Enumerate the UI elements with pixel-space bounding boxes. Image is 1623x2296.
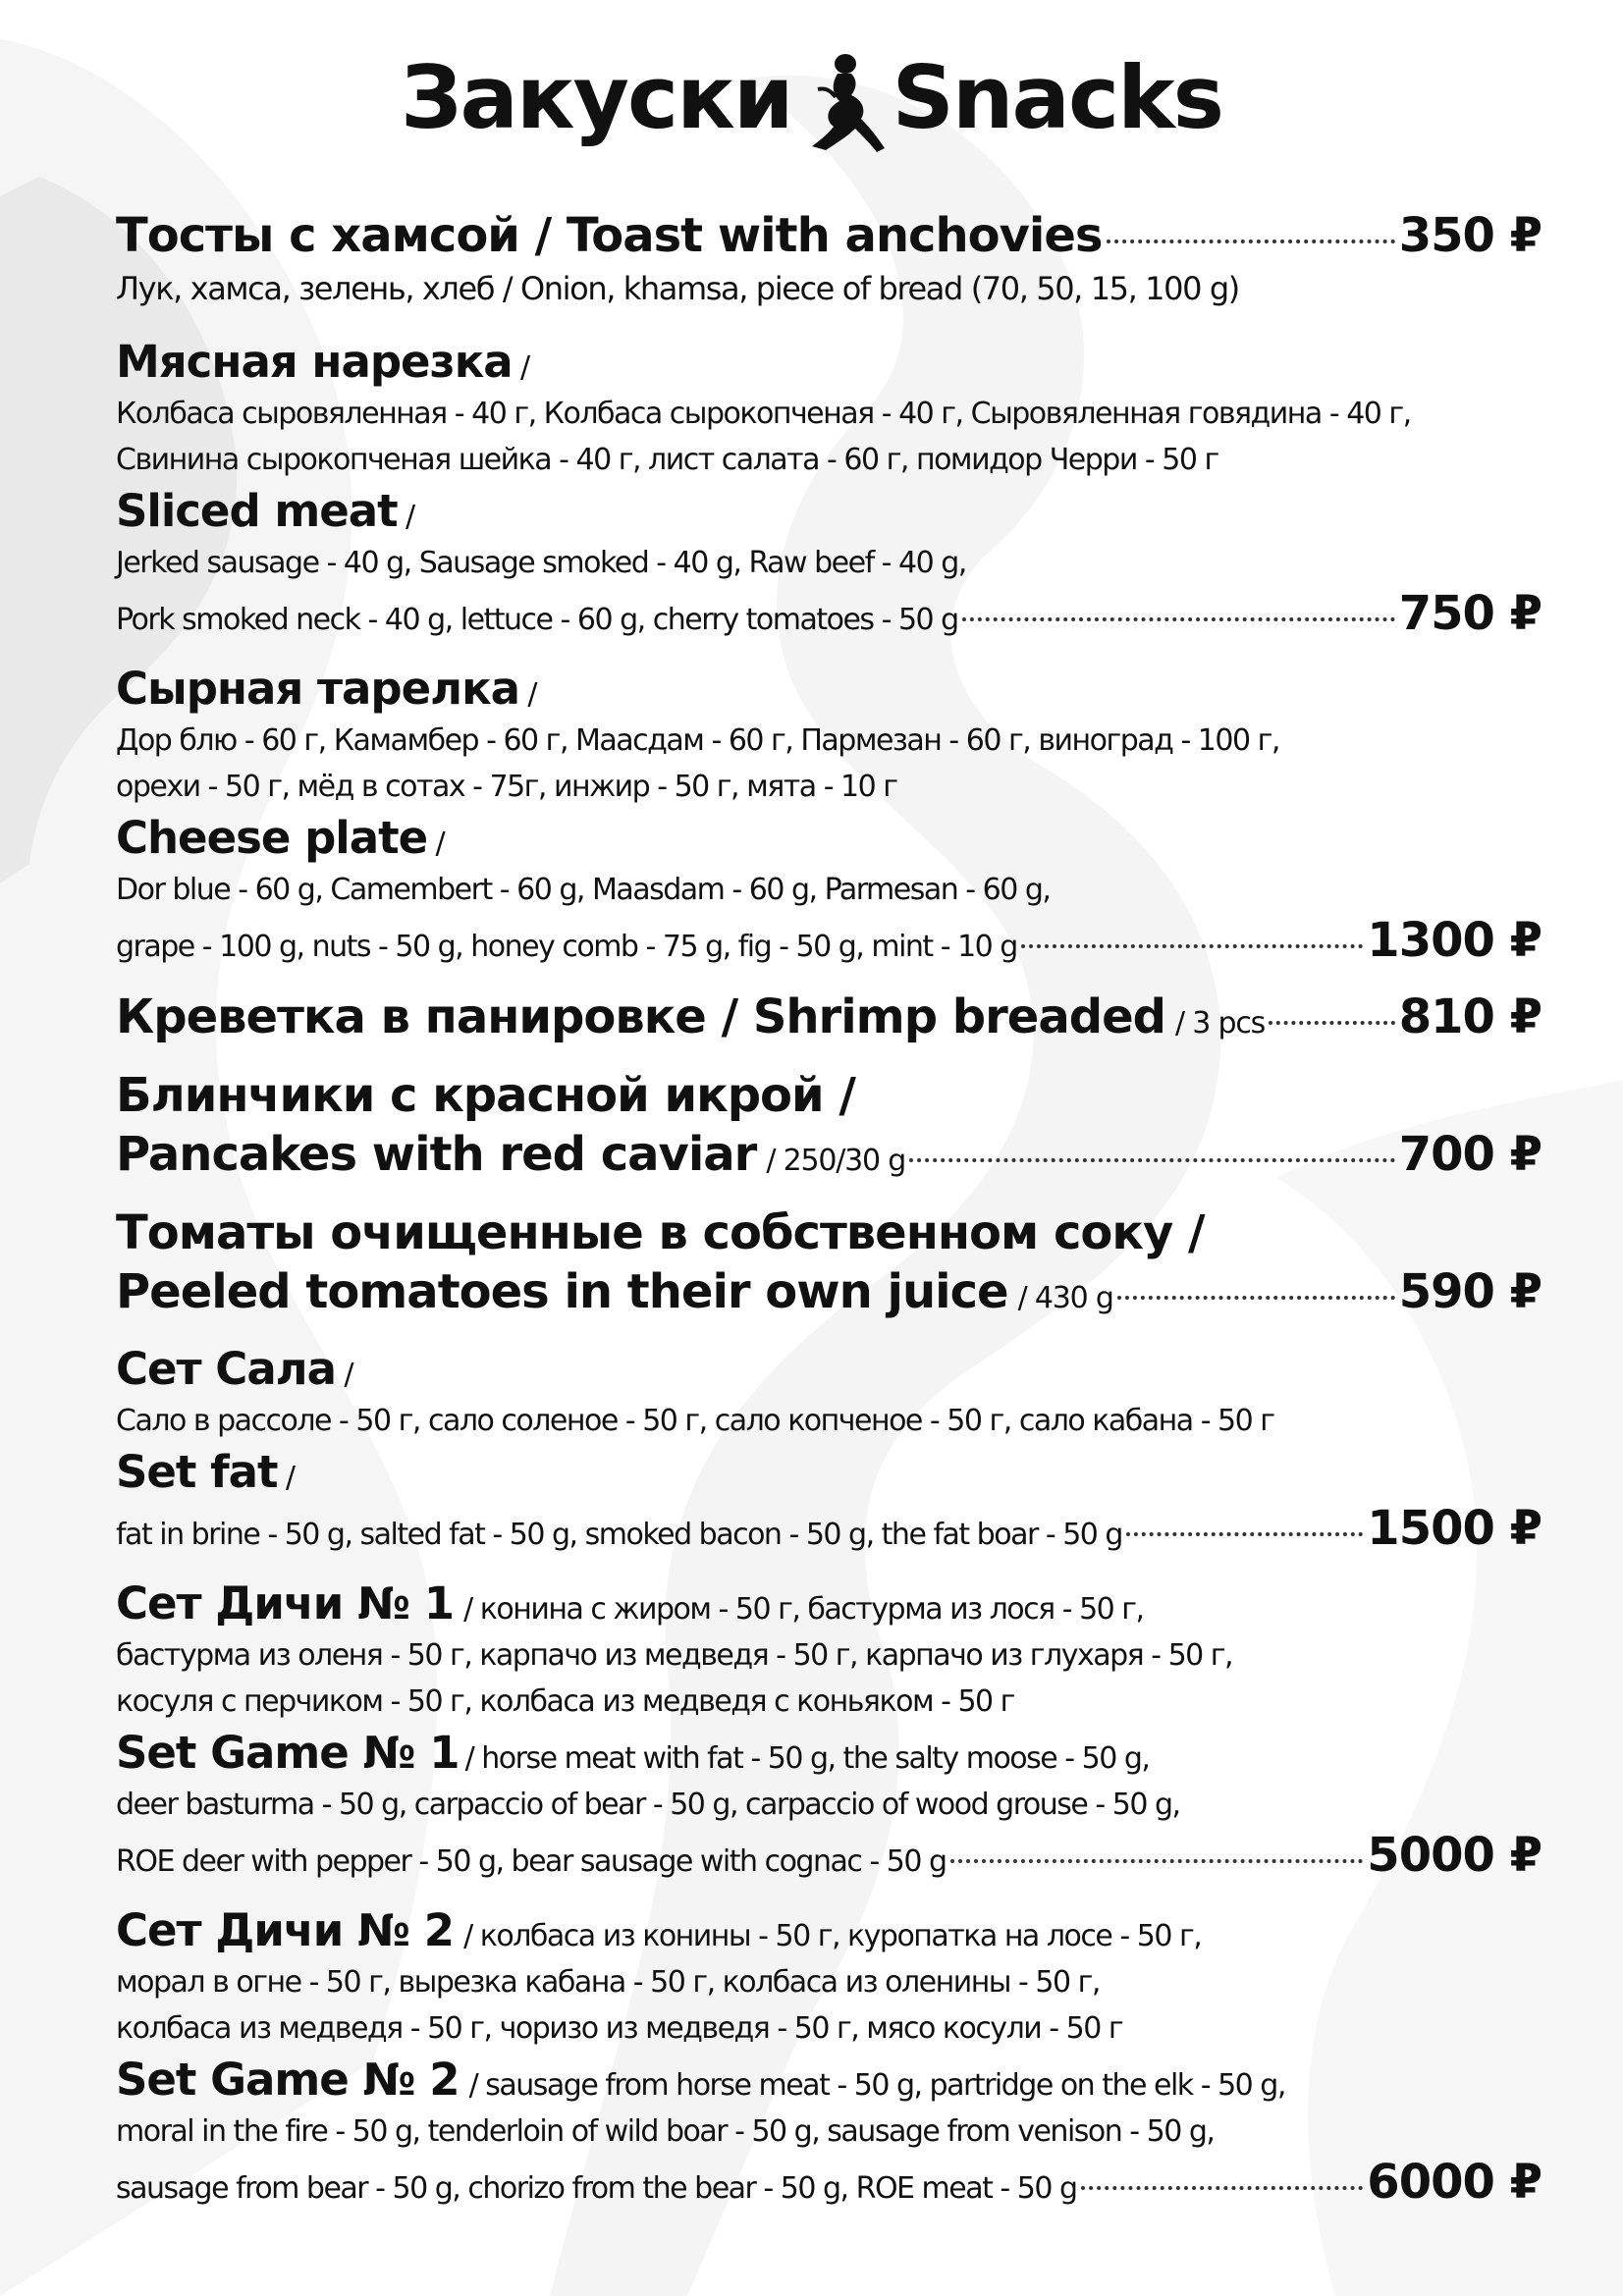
item-description-russian: морал в огне - 50 г, вырезка кабана - 50 г, колбаса из оленины - 50 г, xyxy=(116,1965,1100,2000)
item-description-russian: / конина с жиром - 50 г, бастурма из лося - 50 г, xyxy=(463,1592,1144,1627)
item-description-russian: колбаса из медведя - 50 г, чоризо из медведя - 50 г, мясо косули - 50 г xyxy=(116,2011,1123,2046)
item-title-english: Set Game № 2 xyxy=(116,2054,460,2106)
item-description-russian: Свинина сырокопченая шейка - 40 г, лист салата - 60 г, помидор Черри - 50 г xyxy=(116,443,1218,477)
title-russian: Закуски xyxy=(400,47,792,148)
dot-leader xyxy=(909,1158,1395,1162)
item-description-russian: Дор блю - 60 г, Камамбер - 60 г, Маасдам - 60 г, Пармезан - 60 г, виноград - 100 г, xyxy=(116,723,1279,758)
dot-leader xyxy=(1126,1532,1363,1536)
item-title: Креветка в панировке / Shrimp breaded xyxy=(116,989,1166,1044)
item-description-russian: косуля с перчиком - 50 г, колбаса из медведя с коньяком - 50 г xyxy=(116,1684,1014,1719)
item-description-russian: бастурма из оленя - 50 г, карпачо из медведя - 50 г, карпачо из глухаря - 50 г, xyxy=(116,1638,1233,1673)
item-description-english: / horse meat with fat - 50 g, the salty moose - 50 g, xyxy=(464,1741,1150,1776)
dot-leader xyxy=(962,617,1395,621)
dot-leader xyxy=(1081,2186,1364,2190)
item-price: 1300 ₽ xyxy=(1367,913,1542,968)
item-description-english: / sausage from horse meat - 50 g, partridge on the elk - 50 g, xyxy=(468,2068,1285,2103)
menu-item-set-game-1 xyxy=(116,1575,1542,1885)
menu-item-shrimp-breaded xyxy=(116,988,1542,1046)
menu-item-cheese-plate: Сырная тарелка / Дор блю - 60 г, Камамбер - 60 г, Маасдам - 60 г, Пармезан - 60 г, виноград - 100 г, орехи - 50 г, мёд в сотах - 75г, инжир - 50 г, мята - 10 г Cheese plate / Dor blue - 60 g, Camembert - 60 g, Maasdam - 60 g, Parmesan - 60 g, grape - 100 g, nuts - 50 g, honey comb - 75 g, fig - 50 g, mint - 10 g 1300 ₽ xyxy=(116,663,1542,968)
item-description-english: deer basturma - 50 g, carpaccio of bear - 50 g, carpaccio of wood grouse - 50 g, xyxy=(116,1788,1180,1822)
item-portion: / 3 pcs xyxy=(1175,1006,1266,1041)
menu-item-toast-anchovies xyxy=(116,206,1542,312)
item-description-russian: / колбаса из конины - 50 г, куропатка на лосе - 50 г, xyxy=(463,1919,1202,1953)
item-title-english: Sliced meat xyxy=(116,485,398,537)
page-title xyxy=(0,39,1623,158)
dot-leader xyxy=(1269,1021,1395,1025)
item-title: Тосты с хамсой / Toast with anchovies xyxy=(116,208,1103,263)
item-portion: / 250/30 g xyxy=(766,1144,906,1178)
item-price: 590 ₽ xyxy=(1398,1264,1542,1319)
pinup-girl-logo-icon xyxy=(798,50,887,158)
item-price: 700 ₽ xyxy=(1398,1127,1542,1182)
item-title-russian: Сырная тарелка xyxy=(116,663,519,715)
item-price: 350 ₽ xyxy=(1398,208,1542,263)
item-description-russian: Колбаса сыровяленная - 40 г, Колбаса сырокопченая - 40 г, Сыровяленная говядина - 40 г, xyxy=(116,397,1411,431)
item-description-english: ROE deer with pepper - 50 g, bear sausage with cognac - 50 g xyxy=(116,1844,947,1879)
menu-item-set-game-2 xyxy=(116,1902,1542,2212)
menu-item-pancakes-caviar xyxy=(116,1066,1542,1184)
item-description-english: Dor blue - 60 g, Camembert - 60 g, Maasdam - 60 g, Parmesan - 60 g, xyxy=(116,873,1051,907)
item-title-english: Peeled tomatoes in their own juice xyxy=(116,1264,1008,1319)
item-description: Лук, хамса, зелень, хлеб / Onion, khamsa, piece of bread (70, 50, 15, 100 g) xyxy=(116,270,1239,307)
menu-item-set-fat: Сет Сала / Сало в рассоле - 50 г, сало соленое - 50 г, сало копченое - 50 г, сало кабана - 50 г Set fat / fat in brine - 50 g, salted fat - 50 g, smoked bacon - 50 g, the fat boar - 50 g 1500 ₽ xyxy=(116,1343,1542,1556)
menu-list xyxy=(116,206,1542,2212)
item-title-english: Cheese plate xyxy=(116,812,428,864)
item-description-english: sausage from bear - 50 g, chorizo from the bear - 50 g, ROE meat - 50 g xyxy=(116,2171,1077,2206)
item-title-russian: Томаты очищенные в собственном соку / xyxy=(116,1205,1205,1260)
item-description-english: fat in brine - 50 g, salted fat - 50 g, smoked bacon - 50 g, the fat boar - 50 g xyxy=(116,1518,1122,1552)
item-price: 5000 ₽ xyxy=(1367,1828,1542,1883)
item-description-russian: орехи - 50 г, мёд в сотах - 75г, инжир - 50 г, мята - 10 г xyxy=(116,770,897,804)
item-title-english: Set Game № 1 xyxy=(116,1727,460,1779)
dot-leader xyxy=(1107,240,1395,243)
item-description-english: Jerked sausage - 40 g, Sausage smoked - 40 g, Raw beef - 40 g, xyxy=(116,546,966,580)
item-description-english: grape - 100 g, nuts - 50 g, honey comb - 75 g, fig - 50 g, mint - 10 g xyxy=(116,930,1017,964)
item-title-russian: Сет Дичи № 2 xyxy=(116,1904,455,1956)
dot-leader xyxy=(1021,944,1363,948)
item-price: 6000 ₽ xyxy=(1367,2155,1542,2210)
item-title-russian: Сет Дичи № 1 xyxy=(116,1577,455,1629)
item-title-english: Pancakes with red caviar xyxy=(116,1127,757,1182)
item-description-english: Pork smoked neck - 40 g, lettuce - 60 g, cherry tomatoes - 50 g xyxy=(116,603,958,637)
dot-leader xyxy=(1117,1296,1395,1300)
item-price: 810 ₽ xyxy=(1398,989,1542,1044)
menu-item-peeled-tomatoes xyxy=(116,1203,1542,1321)
item-portion: / 430 g xyxy=(1017,1281,1113,1315)
item-title-russian: Сет Сала xyxy=(116,1343,337,1395)
item-price: 750 ₽ xyxy=(1398,586,1542,641)
item-title-russian: Блинчики с красной икрой / xyxy=(116,1068,855,1123)
item-title-russian: Мясная нарезка xyxy=(116,336,513,388)
item-price: 1500 ₽ xyxy=(1367,1501,1542,1556)
menu-item-sliced-meat: Мясная нарезка / Колбаса сыровяленная - 40 г, Колбаса сырокопченая - 40 г, Сыровяленная говядина - 40 г, Свинина сырокопченая шейка - 40 г, лист салата - 60 г, помидор Черри - 50 г Sliced meat / Jerked sausage - 40 g, Sausage smoked - 40 g, Raw beef - 40 g, Pork smoked neck - 40 g, lettuce - 60 g, cherry tomatoes - 50 g 750 ₽ xyxy=(116,336,1542,641)
item-title-english: Set fat xyxy=(116,1446,278,1498)
item-description-english: moral in the fire - 50 g, tenderloin of wild boar - 50 g, sausage from venison - 50 g, xyxy=(116,2114,1215,2149)
title-english: Snacks xyxy=(892,47,1223,148)
dot-leader xyxy=(950,1859,1364,1863)
item-description-russian: Сало в рассоле - 50 г, сало соленое - 50 г, сало копченое - 50 г, сало кабана - 50 г xyxy=(116,1404,1274,1438)
